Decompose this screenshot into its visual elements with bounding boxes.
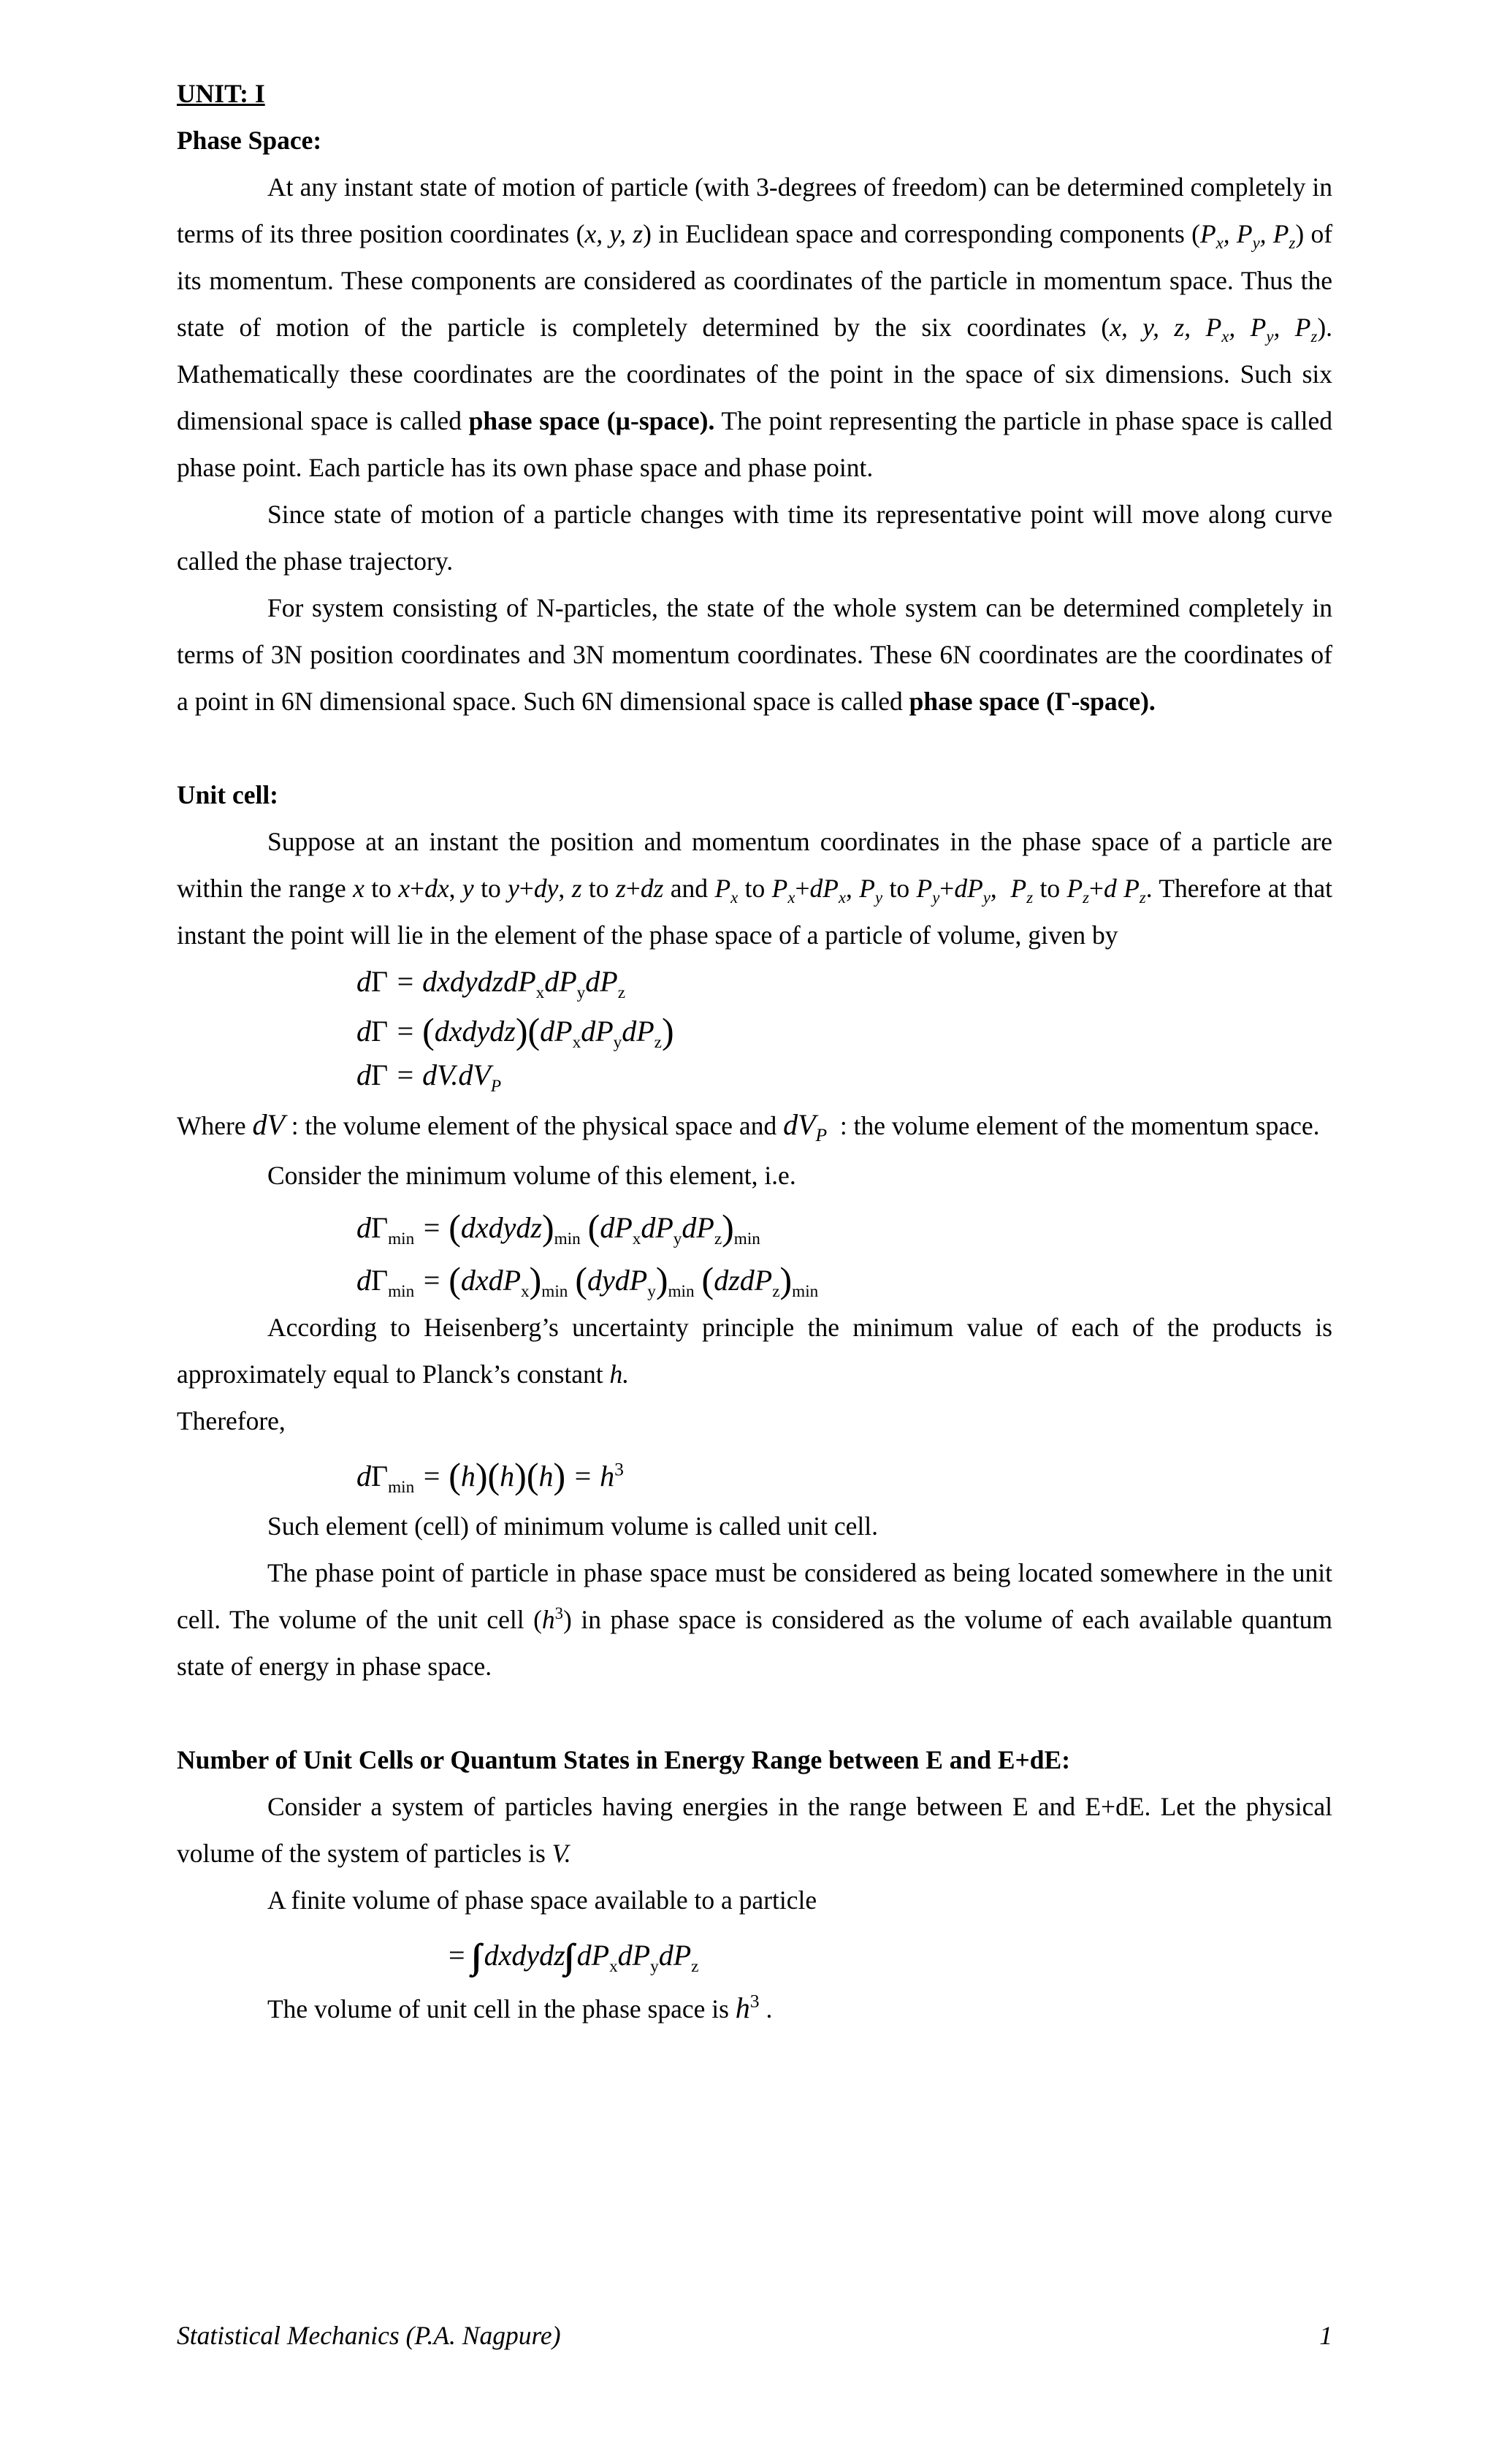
equation-volume-element-2: $d\Gamma = (dxdydz)(dP_xdP_ydP_z)$ — [356, 1010, 674, 1052]
equation-volume-element-1: $d\Gamma = dxdydzdP_xdP_ydP_z$ — [356, 965, 625, 1002]
unit-cell-paragraph-1: Suppose at an instant the position and momentum coordinates in the phase space of a particle are within the range x to x+dx, y to y+dy, z to z+dz and $P_x$ to $P_x+dP_x$, $P_y$ to $P_y+dP_y$, $P_z$ to $P_z+d$ $P_z$. Therefore at that instant the point will lie in the element of the phase space of a particle of volume, given by — [177, 827, 1332, 950]
equation-minimum-volume-2: $d\Gamma_{min}$ = $(dxdP_x)_{min}$ $(dydP_y)_{min}$ $(dzdP_z)_{min}$ — [356, 1259, 819, 1301]
quantum-states-paragraph-1: Consider a system of particles having energies in the range between E and E+dE. Let the physical volume of the system of particles is V. — [177, 1792, 1332, 1868]
page-footer — [177, 2318, 1332, 2353]
footer-title: Statistical Mechanics (P.A. Nagpure) — [177, 2321, 561, 2350]
therefore-label: Therefore, — [177, 1406, 286, 1435]
consider-minimum-volume: Consider the minimum volume of this element, i.e. — [267, 1161, 796, 1190]
heading-quantum-states: Number of Unit Cells or Quantum States in Energy Range between E and E+dE: — [177, 1745, 1071, 1774]
heisenberg-paragraph: According to Heisenberg’s uncertainty principle the minimum value of each of the products is approximately equal to Planck’s constant h. — [177, 1313, 1332, 1389]
equation-minimum-volume-1: $d\Gamma_{min}$ = $(dxdydz)_{min}$ $(dP_xdP_ydP_z)_{min}$ — [356, 1207, 760, 1248]
equation-phase-space-volume: = dxdydz $dP_xdP_ydP_z$ — [449, 1939, 699, 1976]
unit-cell-definition: Such element (cell) of minimum volume is called unit cell. — [267, 1511, 879, 1541]
heading-unit-cell: Unit cell: — [177, 780, 279, 809]
equation-unit-cell-volume: $d\Gamma_{min} = (h)(h)(h) = h^3$ — [356, 1455, 624, 1497]
where-definition: Where dV : the volume element of the physical space and $dV_P$ : the volume element of the momentum space. — [177, 1108, 1320, 1145]
phase-space-paragraph-2: Since state of motion of a particle changes with time its representative point will move along curve called the phase trajectory. — [177, 500, 1332, 576]
heading-phase-space: Phase Space: — [177, 126, 322, 155]
page-content — [177, 70, 1332, 2032]
equation-volume-element-3: $d\Gamma = dV.dV_P$ — [356, 1059, 501, 1096]
unit-title: UNIT: I — [177, 79, 265, 108]
phase-point-paragraph: The phase point of particle in phase space must be considered as being located somewhere in the unit cell. The volume of the unit cell $(h^3)$ in phase space is considered as the volume of each available quantum state of energy in phase space. — [177, 1558, 1332, 1681]
quantum-states-paragraph-2: A finite volume of phase space available to a particle — [267, 1885, 817, 1915]
unit-cell-volume-sentence: The volume of unit cell in the phase space is $h^3$ . — [267, 1990, 773, 2024]
phase-space-paragraph-1: At any instant state of motion of particle (with 3-degrees of freedom) can be determined completely in terms of its three position coordinates (x, y, z) in Euclidean space and corresponding components ($P_x$, $P_y$, $P_z$) of its momentum. These components are considered as coordinates of the particle in momentum space. Thus the state of motion of the particle is completely determined by the six coordinates (x, y, z, $P_x$, $P_y$, $P_z$). Mathematically these coordinates are the coordinates of the point in the space of six dimensions. Such six dimensional space is called phase space (µ-space). The point representing the particle in phase space is called phase point. Each particle has its own phase space and phase point. — [177, 172, 1333, 482]
page-number: 1 — [1319, 2321, 1332, 2350]
phase-space-paragraph-3: For system consisting of N-particles, the state of the whole system can be determined completely in terms of 3N position coordinates and 3N momentum coordinates. These 6N coordinates are the coordinates of a point in 6N dimensional space. Such 6N dimensional space is called phase space (Γ-space). — [177, 593, 1332, 716]
